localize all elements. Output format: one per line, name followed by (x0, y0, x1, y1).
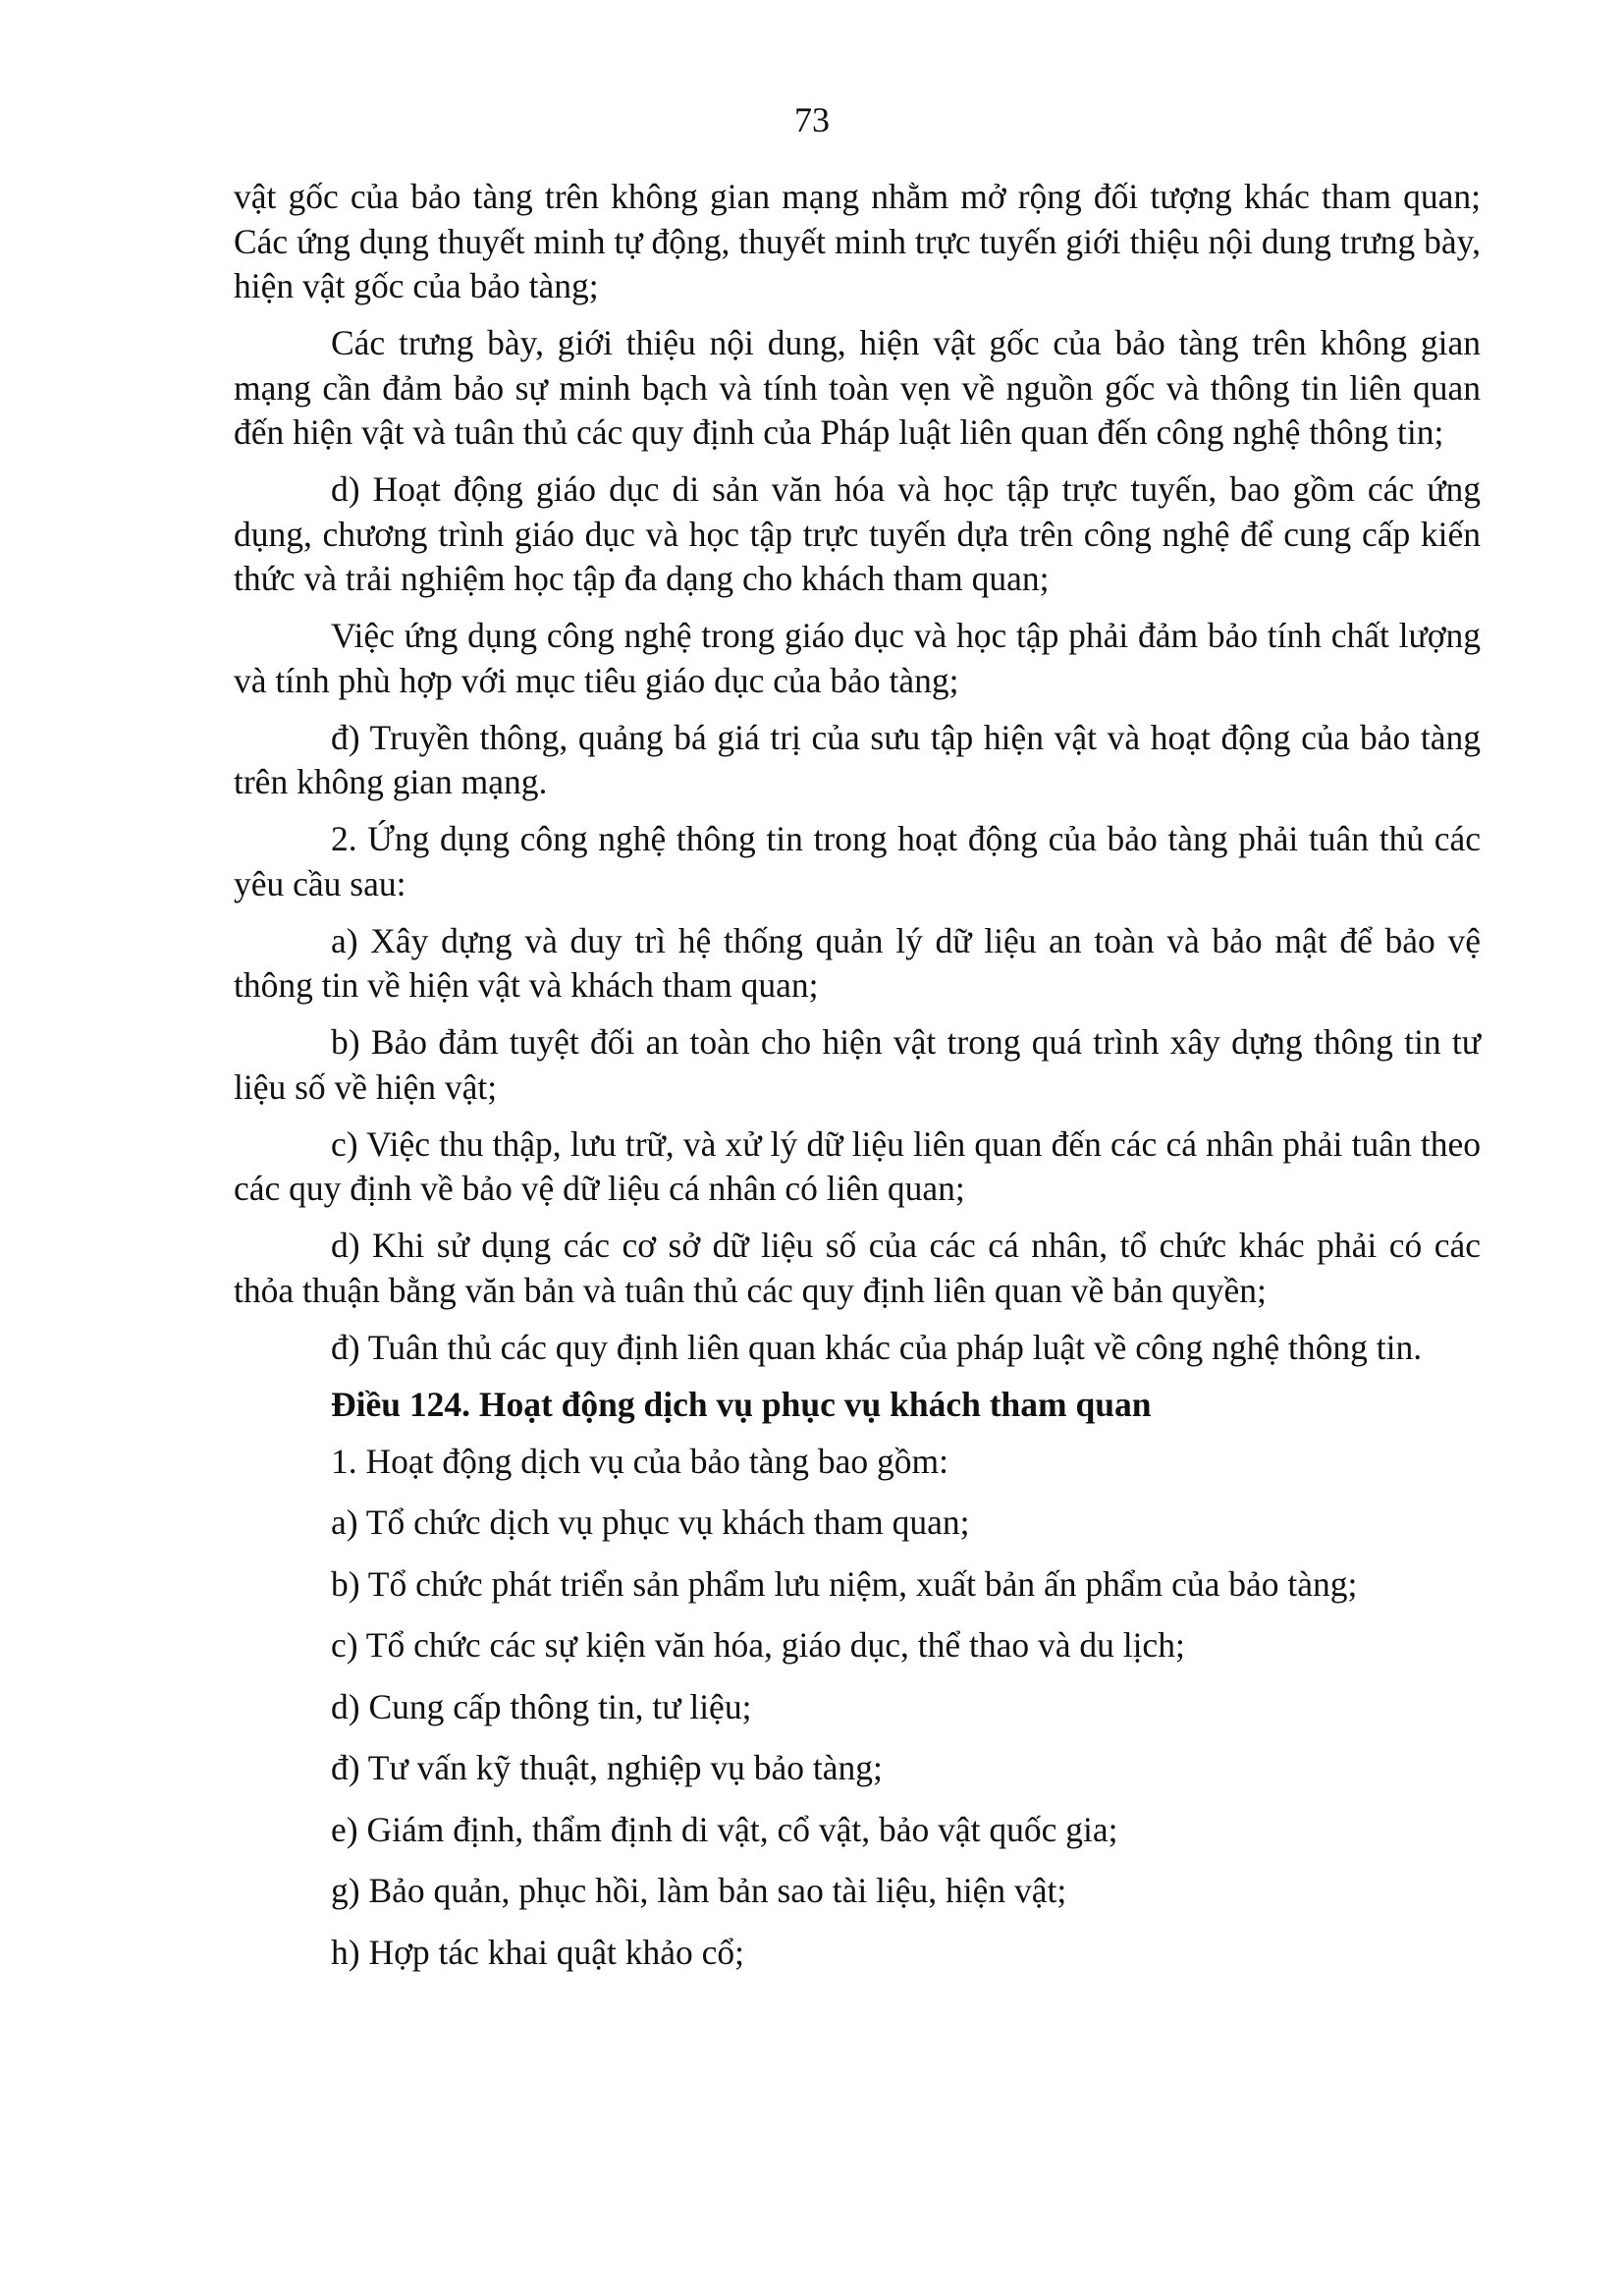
paragraph-point-b: b) Bảo đảm tuyệt đối an toàn cho hiện vật trong quá trình xây dựng thông tin tư liệu số về hiện vật; (234, 1022, 1481, 1107)
paragraph-point-a: a) Xây dựng và duy trì hệ thống quản lý dữ liệu an toàn và bảo mật để bảo vệ thông tin về hiện vật và khách tham quan; (234, 920, 1481, 1005)
article-heading: Điều 124. Hoạt động dịch vụ phục vụ khách tham quan (331, 1384, 1152, 1424)
paragraph-point-c: c) Việc thu thập, lưu trữ, và xử lý dữ liệu liên quan đến các cá nhân phải tuân theo các quy định về bảo vệ dữ liệu cá nhân có liên quan; (234, 1123, 1481, 1208)
article-item: đ) Tư vấn kỹ thuật, nghiệp vụ bảo tàng; (331, 1748, 883, 1787)
paragraph-clause-d: d) Hoạt động giáo dục di sản văn hóa và học tập trực tuyến, bao gồm các ứng dụng, chương trình giáo dục và học tập trực tuyến dựa trên công nghệ để cung cấp kiến thức và trải nghiệm học tập đa dạng cho khách tham quan; (234, 469, 1481, 598)
article-item: g) Bảo quản, phục hồi, làm bản sao tài liệu, hiện vật; (331, 1871, 1067, 1910)
article-item: e) Giám định, thẩm định di vật, cổ vật, bảo vật quốc gia; (331, 1809, 1118, 1849)
paragraph-point-d: d) Khi sử dụng các cơ sở dữ liệu số của các cá nhân, tổ chức khác phải có các thỏa thuận bằng văn bản và tuân thủ các quy định liên quan về bản quyền; (234, 1226, 1481, 1310)
article-item: b) Tổ chức phát triển sản phẩm lưu niệm, xuất bản ấn phẩm của bảo tàng; (331, 1563, 1358, 1604)
paragraph-clause-dd: đ) Truyền thông, quảng bá giá trị của sưu tập hiện vật và hoạt động của bảo tàng trên không gian mạng. (234, 717, 1481, 801)
page-number: 73 (794, 100, 830, 139)
paragraph-continuation: vật gốc của bảo tàng trên không gian mạng nhằm mở rộng đối tượng khác tham quan; Các ứng dụng thuyết minh tự động, thuyết minh trực tuyến giới thiệu nội dung trưng bày, hiện vật gốc của bảo tàng; (234, 177, 1481, 305)
document-body (234, 175, 1481, 1992)
paragraph-clause-2: 2. Ứng dụng công nghệ thông tin trong hoạt động của bảo tàng phải tuân thủ các yêu cầu sau: (234, 819, 1481, 903)
article-item: c) Tổ chức các sự kiện văn hóa, giáo dục, thể thao và du lịch; (331, 1625, 1185, 1665)
paragraph: Các trưng bày, giới thiệu nội dung, hiện vật gốc của bảo tàng trên không gian mạng cần đảm bảo sự minh bạch và tính toàn vẹn về nguồn gốc và thông tin liên quan đến hiện vật và tuân thủ các quy định của Pháp luật liên quan đến công nghệ thông tin; (234, 323, 1481, 452)
paragraph-point-dd: đ) Tuân thủ các quy định liên quan khác của pháp luật về công nghệ thông tin. (331, 1327, 1423, 1367)
article-item: 1. Hoạt động dịch vụ của bảo tàng bao gồm: (331, 1441, 948, 1481)
article-item: h) Hợp tác khai quật khảo cổ; (331, 1932, 744, 1972)
article-item: d) Cung cấp thông tin, tư liệu; (331, 1686, 752, 1726)
paragraph: Việc ứng dụng công nghệ trong giáo dục và học tập phải đảm bảo tính chất lượng và tính phù hợp với mục tiêu giáo dục của bảo tàng; (234, 616, 1481, 700)
article-item: a) Tổ chức dịch vụ phục vụ khách tham quan; (331, 1503, 970, 1542)
